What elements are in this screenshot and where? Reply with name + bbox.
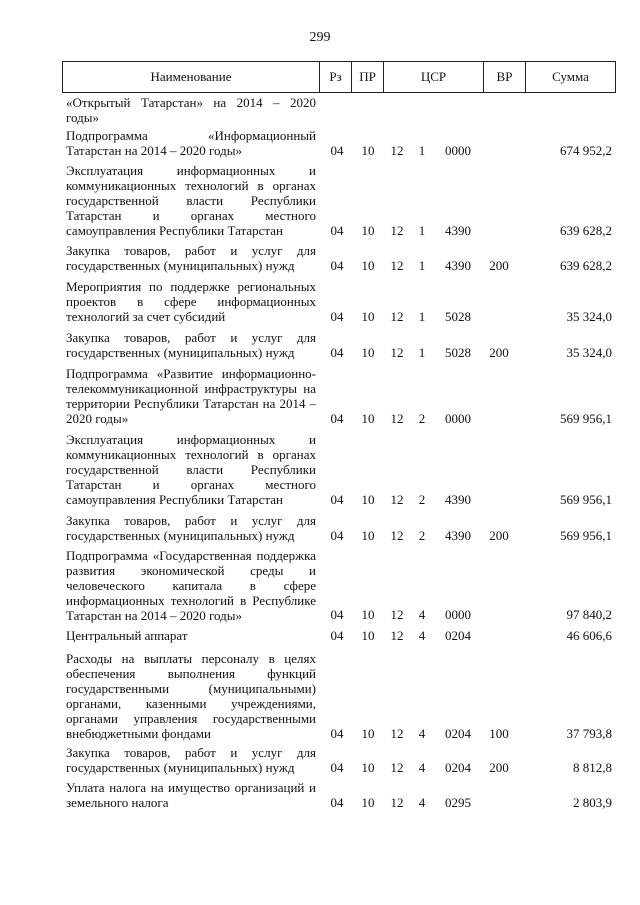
row-rz: 04 xyxy=(330,309,344,324)
row-rz: 04 xyxy=(330,345,344,360)
row-rz: 04 xyxy=(330,628,344,643)
row-csr-1: 12 xyxy=(390,607,404,622)
row-csr-1: 12 xyxy=(390,258,404,273)
row-csr-3: 4390 xyxy=(445,528,471,543)
row-rz: 04 xyxy=(330,492,344,507)
row-vr: 100 xyxy=(489,726,509,741)
row-csr-2: 1 xyxy=(418,345,426,360)
row-csr-1: 12 xyxy=(390,628,404,643)
row-rz: 04 xyxy=(330,258,344,273)
row-vr: 200 xyxy=(489,760,509,775)
row-csr-3: 5028 xyxy=(445,345,471,360)
row-pr: 10 xyxy=(361,411,375,426)
row-sum: 2 803,9 xyxy=(573,795,612,810)
row-name: Закупка товаров, работ и услуг для государственных (муниципальных) нужд xyxy=(66,243,316,273)
row-rz: 04 xyxy=(330,528,344,543)
row-sum: 37 793,8 xyxy=(566,726,612,741)
row-csr-1: 12 xyxy=(390,726,404,741)
row-csr-3: 0000 xyxy=(445,607,471,622)
row-csr-1: 12 xyxy=(390,528,404,543)
row-name: Уплата налога на имущество организаций и земельного налога xyxy=(66,780,316,810)
header-pr: ПР xyxy=(351,62,383,92)
row-name: Подпрограмма «Информационный Татарстан на 2014 – 2020 годы» xyxy=(66,128,316,158)
row-csr-2: 2 xyxy=(418,492,426,507)
row-vr: 200 xyxy=(489,345,509,360)
row-pr: 10 xyxy=(361,143,375,158)
row-pr: 10 xyxy=(361,223,375,238)
row-sum: 35 324,0 xyxy=(566,309,612,324)
row-pr: 10 xyxy=(361,528,375,543)
row-csr-1: 12 xyxy=(390,795,404,810)
row-csr-3: 5028 xyxy=(445,309,471,324)
row-sum: 569 956,1 xyxy=(560,528,612,543)
row-sum: 35 324,0 xyxy=(566,345,612,360)
row-name: «Открытый Татарстан» на 2014 – 2020 годы» xyxy=(66,95,316,125)
row-name: Мероприятия по поддержке региональных проектов в сфере информационных технологий за счет субсидий xyxy=(66,279,316,324)
row-sum: 674 952,2 xyxy=(560,143,612,158)
row-csr-2: 4 xyxy=(418,795,426,810)
row-csr-2: 1 xyxy=(418,223,426,238)
row-vr: 200 xyxy=(489,528,509,543)
row-name: Эксплуатация информационных и коммуникационных технологий в органах государственной власти Республики Татарстан и органах местного самоуправления Республики Татарстан xyxy=(66,432,316,507)
header-sum: Сумма xyxy=(525,62,615,92)
row-pr: 10 xyxy=(361,258,375,273)
row-csr-1: 12 xyxy=(390,492,404,507)
row-csr-2: 4 xyxy=(418,726,426,741)
header-rz: Рз xyxy=(319,62,351,92)
row-rz: 04 xyxy=(330,143,344,158)
row-pr: 10 xyxy=(361,726,375,741)
row-pr: 10 xyxy=(361,760,375,775)
row-csr-2: 2 xyxy=(418,411,426,426)
row-csr-3: 4390 xyxy=(445,492,471,507)
row-csr-3: 0295 xyxy=(445,795,471,810)
row-pr: 10 xyxy=(361,492,375,507)
row-pr: 10 xyxy=(361,795,375,810)
header-name: Наименование xyxy=(150,69,232,84)
header-vr: ВР xyxy=(483,62,525,92)
row-name: Закупка товаров, работ и услуг для государственных (муниципальных) нужд xyxy=(66,745,316,775)
row-pr: 10 xyxy=(361,607,375,622)
row-rz: 04 xyxy=(330,760,344,775)
table-header xyxy=(62,61,616,93)
row-sum: 8 812,8 xyxy=(573,760,612,775)
row-csr-3: 4390 xyxy=(445,223,471,238)
row-rz: 04 xyxy=(330,223,344,238)
row-csr-3: 0204 xyxy=(445,628,471,643)
row-sum: 97 840,2 xyxy=(566,607,612,622)
row-sum: 639 628,2 xyxy=(560,223,612,238)
row-csr-2: 1 xyxy=(418,309,426,324)
row-name: Подпрограмма «Развитие информационно-телекоммуникационной инфраструктуры на территории Республики Татарстан на 2014 – 2020 годы» xyxy=(66,366,316,426)
row-csr-3: 4390 xyxy=(445,258,471,273)
row-csr-1: 12 xyxy=(390,223,404,238)
row-rz: 04 xyxy=(330,795,344,810)
row-csr-3: 0204 xyxy=(445,726,471,741)
row-sum: 569 956,1 xyxy=(560,492,612,507)
row-csr-1: 12 xyxy=(390,143,404,158)
row-csr-3: 0204 xyxy=(445,760,471,775)
row-name: Закупка товаров, работ и услуг для государственных (муниципальных) нужд xyxy=(66,513,316,543)
row-name: Центральный аппарат xyxy=(66,628,188,643)
row-csr-2: 4 xyxy=(418,607,426,622)
row-pr: 10 xyxy=(361,345,375,360)
row-rz: 04 xyxy=(330,726,344,741)
row-pr: 10 xyxy=(361,628,375,643)
row-sum: 569 956,1 xyxy=(560,411,612,426)
row-pr: 10 xyxy=(361,309,375,324)
row-rz: 04 xyxy=(330,607,344,622)
row-sum: 46 606,6 xyxy=(566,628,612,643)
page-number: 299 xyxy=(309,30,331,45)
header-csr: ЦСР xyxy=(383,62,483,92)
row-name: Эксплуатация информационных и коммуникационных технологий в органах государственной власти Республики Татарстан и органах местного самоуправления Республики Татарстан xyxy=(66,163,316,238)
row-csr-1: 12 xyxy=(390,345,404,360)
row-vr: 200 xyxy=(489,258,509,273)
row-rz: 04 xyxy=(330,411,344,426)
row-csr-3: 0000 xyxy=(445,411,471,426)
row-csr-1: 12 xyxy=(390,411,404,426)
row-name: Расходы на выплаты персоналу в целях обеспечения выполнения функций государственными (муниципальными) органами, казенными учреждениями, органами управления государственными внебюджетными фондами xyxy=(66,651,316,741)
row-csr-2: 2 xyxy=(418,528,426,543)
row-csr-1: 12 xyxy=(390,309,404,324)
row-csr-2: 1 xyxy=(418,258,426,273)
row-name: Закупка товаров, работ и услуг для государственных (муниципальных) нужд xyxy=(66,330,316,360)
row-csr-1: 12 xyxy=(390,760,404,775)
row-csr-2: 4 xyxy=(418,760,426,775)
row-name: Подпрограмма «Государственная поддержка развития экономической среды и человеческого капитала в сфере информационных технологий в Республике Татарстан на 2014 – 2020 годы» xyxy=(66,548,316,623)
row-csr-3: 0000 xyxy=(445,143,471,158)
row-sum: 639 628,2 xyxy=(560,258,612,273)
row-csr-2: 1 xyxy=(418,143,426,158)
row-csr-2: 4 xyxy=(418,628,426,643)
